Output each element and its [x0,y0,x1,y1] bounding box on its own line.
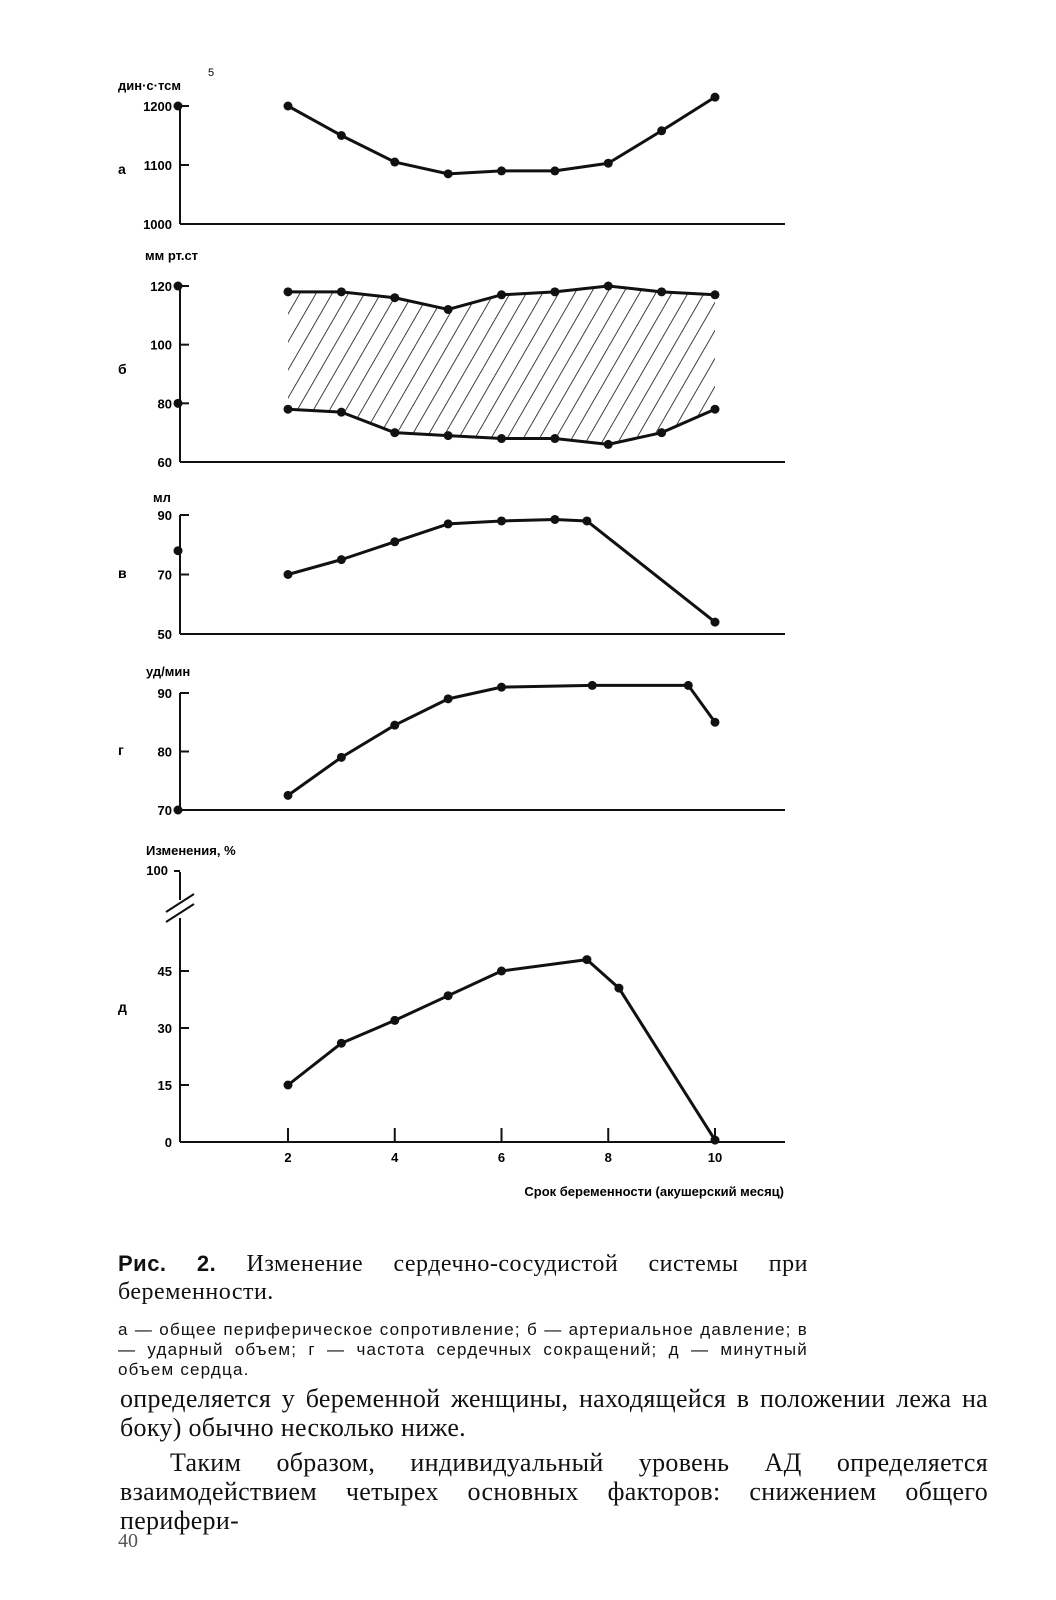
axis-marker [174,282,183,291]
data-point [337,287,346,296]
axis-marker [174,102,183,111]
figure-caption-text: Изменение сердечно-сосудистой системы при беременности. [118,1251,808,1305]
hatched-range-area [288,286,715,444]
axis-unit-label: дин·с·тсм [118,78,182,93]
data-point [284,405,293,414]
data-point [497,683,506,692]
data-point [284,570,293,579]
data-point [390,293,399,302]
data-point [497,434,506,443]
x-tick-label: 4 [391,1150,399,1165]
series-line [288,97,715,174]
panel-label: а [118,161,126,177]
series-line [288,960,715,1141]
axis-unit-superscript: 5 [208,67,215,79]
data-point [337,555,346,564]
data-point [337,408,346,417]
panel-label: г [118,742,124,758]
axis-unit-label: мм рт.ст [145,248,199,263]
x-axis-label: Срок беременности (акушерский месяц) [524,1184,784,1199]
y-tick-label: 50 [157,627,172,642]
data-point [604,282,613,291]
data-point [444,991,453,1000]
page-number: 40 [118,1530,138,1552]
y-tick-label: 0 [164,1135,172,1150]
data-point [284,791,293,800]
data-point [711,405,720,414]
body-paragraph-1: определяется у беременной женщины, находящейся в положении лежа на боку) обычно несколько ниже. [120,1384,988,1442]
data-point [390,428,399,437]
panel-label: б [118,361,127,377]
panel-label: в [118,565,127,581]
data-point [390,721,399,730]
chart-panel-b [118,248,785,470]
data-point [497,166,506,175]
y-tick-label: 120 [150,279,172,294]
data-point [582,955,591,964]
y-tick-label: 15 [157,1078,172,1093]
data-point [337,131,346,140]
data-point [550,434,559,443]
data-point [657,428,666,437]
data-point [390,158,399,167]
data-point [390,537,399,546]
y-tick-label: 30 [157,1021,172,1036]
y-tick-label: 80 [157,396,172,412]
chart-panel-d [118,843,785,1199]
data-point [390,1016,399,1025]
data-point [711,93,720,102]
y-tick-label: 1000 [143,217,172,232]
data-point [337,1039,346,1048]
data-point [444,431,453,440]
data-point [550,287,559,296]
data-point [588,681,597,690]
data-point [444,169,453,178]
data-point [657,126,666,135]
y-tick-label: 100 [150,337,172,353]
axis-unit-label: Изменения, % [146,843,236,858]
y-tick-label: 70 [157,803,172,818]
series-line [288,519,715,622]
axis-unit-label: мл [153,490,171,505]
y-tick-label: 90 [157,686,172,701]
series-line [288,685,715,795]
figure-caption-legend: а — общее периферическое сопротивление; б — артериальное давление; в — ударный объем; г — частота сердечных сокращений; д — минутный объем сердца. [118,1320,808,1379]
data-point [284,287,293,296]
body-paragraph-2: Таким образом, индивидуальный уровень АД определяется взаимодействием четырех основных факторов: снижением общего перифери- [120,1448,988,1535]
data-point [684,681,693,690]
data-point [284,1081,293,1090]
data-point [444,305,453,314]
data-point [497,967,506,976]
data-point [604,440,613,449]
chart-panel-g [118,664,785,818]
axis-marker [174,546,183,555]
data-point [497,290,506,299]
y-tick-label: 60 [157,455,172,470]
data-point [550,515,559,524]
figure-caption-label: Рис. 2. [118,1251,217,1276]
data-point [444,519,453,528]
data-point [711,1136,720,1145]
y-tick-label: 90 [157,508,172,523]
chart-panel-a [118,67,785,232]
figure-caption-title [118,1250,808,1306]
y-tick-label: 70 [157,567,172,583]
x-tick-label: 2 [284,1150,292,1165]
y-tick-label: 1100 [143,158,172,173]
data-point [711,290,720,299]
data-point [604,159,613,168]
data-point [550,166,559,175]
y-tick-label: 100 [146,863,168,878]
x-tick-label: 10 [707,1150,723,1165]
data-point [497,516,506,525]
x-tick-label: 8 [604,1150,612,1165]
axis-marker [174,399,183,408]
data-point [444,694,453,703]
data-point [614,984,623,993]
y-tick-label: 1200 [143,99,172,114]
y-tick-label: 80 [157,744,172,760]
data-point [337,753,346,762]
data-point [711,718,720,727]
axis-marker [174,806,183,815]
data-point [284,102,293,111]
chart-panel-v [118,490,785,642]
panel-label: д [118,999,127,1015]
data-point [582,516,591,525]
axis-unit-label: уд/мин [146,664,191,679]
y-tick-label: 45 [157,964,172,979]
data-point [657,287,666,296]
data-point [711,618,720,627]
x-tick-label: 6 [497,1150,506,1165]
